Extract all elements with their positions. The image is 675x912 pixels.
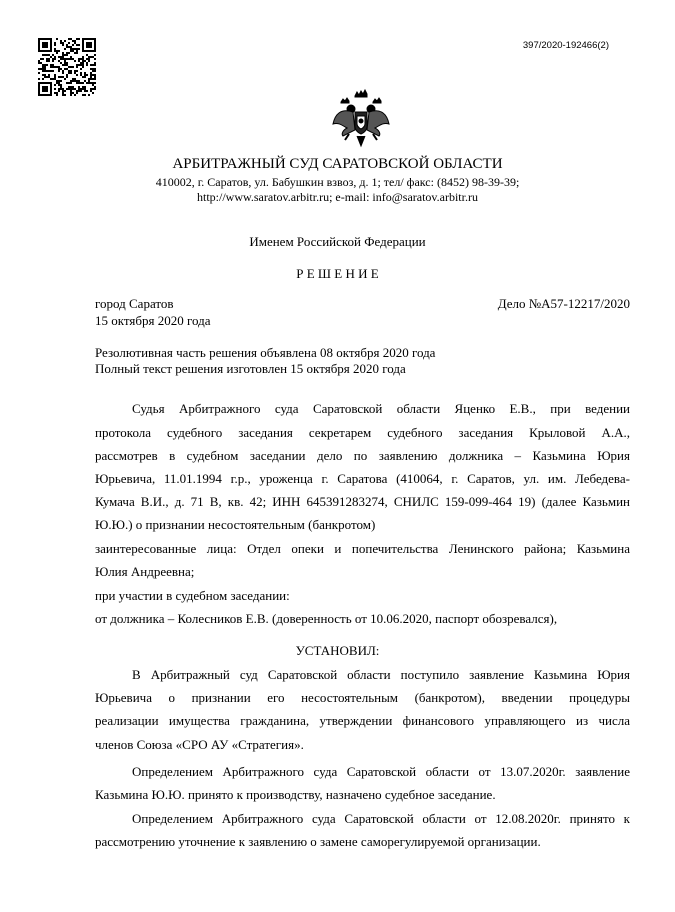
court-name: АРБИТРАЖНЫЙ СУД САРАТОВСКОЙ ОБЛАСТИ	[172, 156, 503, 172]
address-line-2: http://www.saratov.arbitr.ru; e-mail: info@saratov.arbitr.ru	[197, 189, 478, 204]
p5-line-1: В Арбитражный суд Саратовской области поступило заявление Казьмина Юрия	[132, 667, 630, 682]
p4-from-debtor: от должника – Колесников Е.В. (доверенность от 10.06.2020, паспорт обозревался),	[95, 611, 558, 626]
p1-line-1: Судья Арбитражного суда Саратовской области Яценко Е.В., при ведении	[132, 401, 630, 416]
established-heading: УСТАНОВИЛ:	[295, 643, 380, 658]
in-name-of-federation: Именем Российской Федерации	[249, 234, 426, 249]
document-id: 397/2020-192466(2)	[522, 40, 609, 51]
p1-line-4: Юрьевича, 11.01.1994 г.р., уроженца г. Саратова (410064, г. Саратов, ул. им. Лебедева-	[95, 471, 630, 486]
p3-participation: при участии в судебном заседании:	[95, 588, 290, 603]
p1-line-2: протокола судебного заседания секретарем судебного заседания Крыловой А.А.,	[95, 425, 630, 440]
p7-line-2: рассмотрению уточнение к заявлению о замене саморегулируемой организации.	[95, 834, 541, 849]
p1-line-6: Ю.Ю.) о признании несостоятельным (банкротом)	[95, 517, 376, 532]
p5-line-4: членов Союза «СРО АУ «Стратегия».	[95, 737, 304, 752]
full-text-date: Полный текст решения изготовлен 15 октября 2020 года	[95, 361, 406, 376]
decision-date: 15 октября 2020 года	[95, 313, 211, 328]
p2-line-1: заинтересованные лица: Отдел опеки и попечительства Ленинского района; Казьмина	[95, 541, 630, 556]
resolution-announced: Резолютивная часть решения объявлена 08 октября 2020 года	[95, 345, 436, 360]
p1-line-5: Кумача В.И., д. 71 В, кв. 42; ИНН 645391283274, СНИЛС 159-099-464 19) (далее Казьмин	[95, 494, 630, 509]
p2-line-2: Юлия Андреевна;	[95, 564, 195, 579]
case-number: Дело №А57-12217/2020	[497, 296, 630, 311]
p6-line-1: Определением Арбитражного суда Саратовской области от 13.07.2020г. заявление	[132, 764, 630, 779]
qr-code	[38, 38, 96, 96]
p1-line-3: рассмотрев в судебном заседании дело по заявлению должника – Казьмина Юрия	[95, 448, 630, 463]
p6-line-2: Казьмина Ю.Ю. принято к производству, назначено судебное заседание.	[95, 787, 496, 802]
court-address	[0, 175, 675, 204]
city: город Саратов	[95, 296, 174, 311]
p7-line-1: Определением Арбитражного суда Саратовской области от 12.08.2020г. принято к	[132, 811, 630, 826]
coat-of-arms-emblem	[331, 88, 391, 150]
address-line-1: 410002, г. Саратов, ул. Бабушкин взвоз, д. 1; тел/ факс: (8452) 98-39-39;	[155, 175, 520, 189]
p5-line-3: реализации имущества гражданина, утверждении финансового управляющего из числа	[95, 713, 630, 728]
p5-line-2: Юрьевича о признании его несостоятельным (банкротом), введении процедуры	[95, 690, 630, 705]
decision-title: Р Е Ш Е Н И Е	[296, 266, 379, 281]
